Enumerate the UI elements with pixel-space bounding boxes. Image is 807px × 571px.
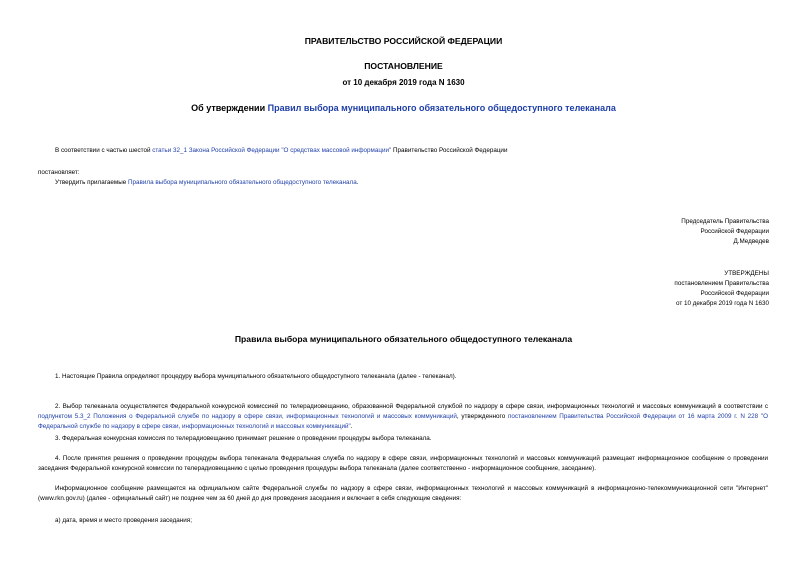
approve-text: Утвердить прилагаемые bbox=[55, 179, 128, 186]
preamble-paragraph bbox=[55, 146, 775, 156]
approved-heading: УТВЕРЖДЕНЫ bbox=[724, 270, 769, 277]
signature-block bbox=[681, 217, 769, 247]
title-prefix: Об утверждении bbox=[191, 103, 268, 113]
signature-position: Председатель Правительства bbox=[681, 218, 769, 225]
rules-p2-text: 2. Выбор телеканала осуществляется Федеральной конкурсной комиссией по телерадиовещанию, образованной Федеральной службой по надзору в сфере связи, информационных технологий и массовых коммуникаций в соответствии с bbox=[55, 403, 768, 410]
preamble-text-end: Правительство Российской Федерации bbox=[391, 147, 508, 154]
document-date-number: от 10 декабря 2019 года N 1630 bbox=[342, 78, 465, 87]
approved-line-2: постановлением Правительства bbox=[674, 280, 769, 287]
approve-paragraph bbox=[55, 178, 775, 188]
law-article-link[interactable]: статьи 32_1 Закона Российской Федерации "О средствах массовой информации" bbox=[152, 147, 392, 154]
approved-line-3: Российской Федерации bbox=[700, 290, 769, 297]
rules-paragraph-1: 1. Настоящие Правила определяют процедуру выбора муниципального обязательного общедоступного телеканала (далее - телеканал). bbox=[55, 373, 457, 380]
signature-country: Российской Федерации bbox=[700, 228, 769, 235]
signature-name: Д.Медведев bbox=[733, 238, 769, 245]
rules-subitem-a: а) дата, время и место проведения заседания; bbox=[55, 517, 192, 524]
approved-block bbox=[674, 269, 769, 309]
rules-paragraph-4: 4. После принятия решения о проведении процедуры выбора телеканала Федеральная служба по надзору в сфере связи, информационных технологий и массовых коммуникаций размещает информационное сообщение о проведении заседания Федеральной конкурсной комиссии по телерадиовещанию с целью проведения процедуры выбора телеканала (далее соответственно - информационное сообщение, заседание). bbox=[38, 455, 768, 472]
resolves-text: постановляет: bbox=[38, 169, 80, 176]
government-heading: ПРАВИТЕЛЬСТВО РОССИЙСКОЙ ФЕДЕРАЦИИ bbox=[304, 36, 503, 46]
preamble-text: В соответствии с частью шестой bbox=[55, 147, 153, 154]
rules-p2-text-end: . bbox=[350, 423, 353, 430]
document-title bbox=[0, 103, 807, 113]
resolution-link[interactable]: постановлением Правительства Российской Федерации от 16 марта 2009 г. N 228 "О Федеральной службе по надзору в сфере связи, информационных технологий и массовых коммуникаций" bbox=[38, 413, 768, 430]
rules-paragraph-5: Информационное сообщение размещается на официальном сайте Федеральной службы по надзору в сфере связи, информационных технологий и массовых коммуникаций в информационно-телекоммуникационной сети "Интернет" (www.rkn.gov.ru) (далее - официальный сайт) не позднее чем за 60 дней до дня проведения заседания и включает в себя следующие сведения: bbox=[38, 485, 768, 502]
rules-link[interactable]: Правила выбора муниципального обязательного общедоступного телеканала bbox=[128, 179, 357, 186]
rules-title: Правила выбора муниципального обязательного общедоступного телеканала bbox=[234, 334, 573, 344]
rules-paragraph-3: 3. Федеральная конкурсная комиссия по телерадиовещанию принимает решение о проведении процедуры выбора телеканала. bbox=[55, 435, 432, 442]
approved-line-4: от 10 декабря 2019 года N 1630 bbox=[675, 300, 769, 307]
regulation-link[interactable]: подпунктом 5.3_2 Положения о Федеральной службе по надзору в сфере связи, информационных технологий и массовых коммуникаций bbox=[38, 413, 457, 420]
approve-text-end: . bbox=[356, 179, 359, 186]
rules-paragraph-2 bbox=[38, 402, 768, 432]
title-rules-link[interactable]: Правил выбора муниципального обязательного общедоступного телеканала bbox=[267, 103, 616, 113]
rules-p2-text-mid: , утвержденного bbox=[456, 413, 508, 420]
document-type: ПОСТАНОВЛЕНИЕ bbox=[364, 61, 443, 71]
